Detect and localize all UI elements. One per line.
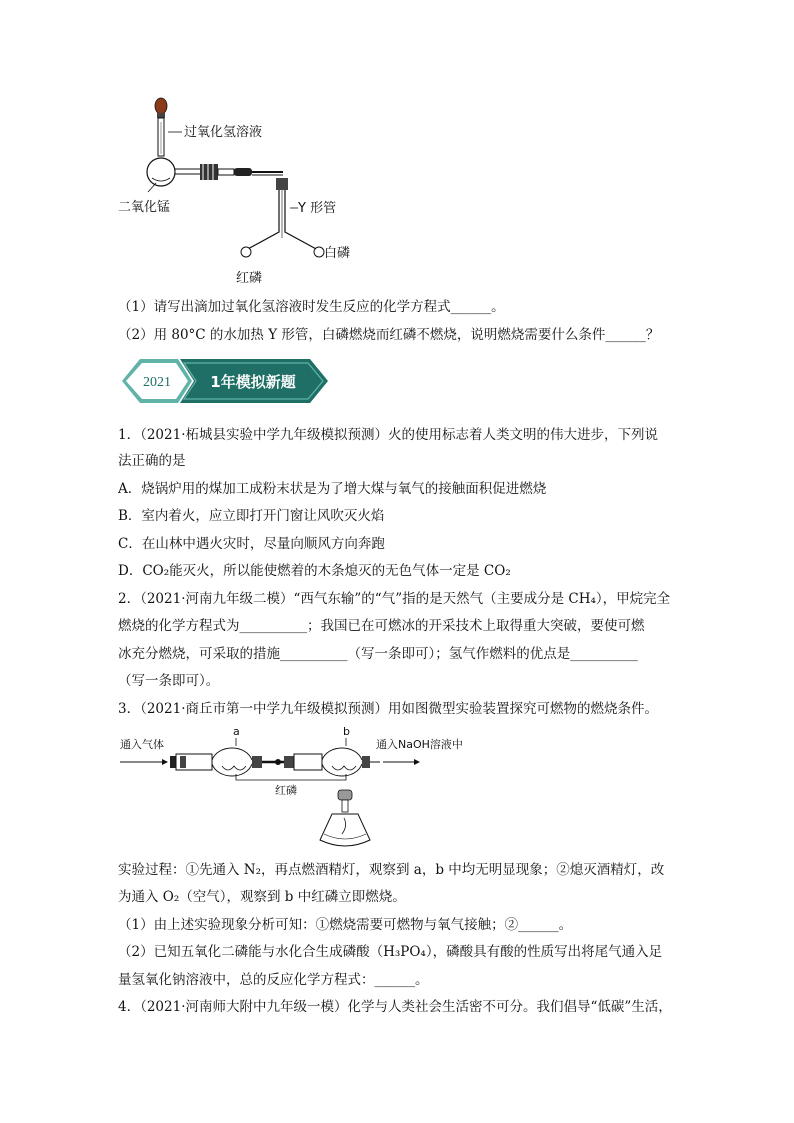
prev-question-sub1: （1）请写出滴加过氧化氢溶液时发生反应的化学方程式______。 — [118, 299, 505, 315]
q1-option-b: B．室内着火，应立即打开门窗让风吹灭火焰 — [118, 508, 385, 524]
q2-line4: （写一条即可）。 — [118, 673, 220, 689]
section-banner — [118, 355, 330, 407]
dropper-bulb — [155, 98, 167, 114]
q1-option-c: C．在山林中遇火灾时，尽量向顺风方向奔跑 — [118, 536, 385, 552]
q2-line1: 2．（2021·河南九年级二模）“西气东输”的“气”指的是天然气（主要成分是 CH₄），甲烷完全 — [118, 591, 671, 607]
fig2-label-b: b — [343, 725, 350, 738]
label-mno2: 二氧化锰 — [118, 200, 171, 215]
q3-process-line1: 实验过程：①先通入 N₂，再点燃酒精灯，观察到 a，b 中均无明显现象；②熄灭酒精灯，改 — [118, 862, 665, 878]
label-h2o2: 过氧化氢溶液 — [184, 125, 263, 140]
q4-line1: 4．（2021·河南师大附中九年级一模）化学与人类社会生活密不可分。我们倡导“低碳”生活， — [118, 999, 672, 1015]
q3-process-line2: 为通入 O₂（空气），观察到 b 中红磷立即燃烧。 — [118, 889, 406, 905]
q2-line2: 燃烧的化学方程式为__________；我国已在可燃冰的开采技术上取得重大突破，要使可燃 — [118, 618, 645, 634]
fig2-label-gas-in: 通入气体 — [120, 738, 164, 751]
q1-stem-line2: 法正确的是 — [118, 453, 186, 469]
q3-line1: 3．（2021·商丘市第一中学九年级模拟预测）用如图微型实验装置探究可燃物的燃烧条件。 — [118, 701, 658, 717]
apparatus-figure-1 — [118, 92, 378, 292]
fig2-label-red-phosphorus: 红磷 — [275, 784, 297, 797]
banner-year: 2021 — [143, 375, 171, 390]
fig2-label-a: a — [233, 725, 240, 738]
apparatus-figure-2 — [118, 722, 463, 858]
fig2-label-gas-out: 通入NaOH溶液中 — [376, 738, 463, 751]
q1-option-a: A．烧锅炉用的煤加工成粉末状是为了增大煤与氧气的接触面积促进燃烧 — [118, 481, 547, 497]
q3-sub2-line2: 量氢氧化钠溶液中，总的反应化学方程式：______。 — [118, 972, 429, 988]
q1-stem-line1: 1．（2021·柘城县实验中学九年级模拟预测）火的使用标志着人类文明的伟大进步，下列说 — [118, 427, 658, 443]
q3-sub1: （1）由上述实验现象分析可知：①燃烧需要可燃物与氧气接触；②______。 — [118, 917, 573, 933]
banner-title: 1年模拟新题 — [210, 373, 296, 391]
prev-question-sub2: （2）用 80°C 的水加热 Y 形管，白磷燃烧而红磷不燃烧，说明燃烧需要什么条件______？ — [118, 327, 660, 343]
q1-option-d: D．CO₂能灭火，所以能使燃着的木条熄灭的无色气体一定是 CO₂ — [118, 563, 511, 579]
q2-line3: 冰充分燃烧，可采取的措施__________（写一条即可）；氢气作燃料的优点是__________ — [118, 646, 638, 662]
label-ytube: Y 形管 — [298, 201, 337, 216]
label-white-phosphorus: 白磷 — [324, 246, 351, 261]
label-red-phosphorus: 红磷 — [236, 271, 263, 286]
q3-sub2-line1: （2）已知五氧化二磷能与水化合生成磷酸（H₃PO₄），磷酸具有酸的性质写出将尾气通入足 — [118, 944, 663, 960]
